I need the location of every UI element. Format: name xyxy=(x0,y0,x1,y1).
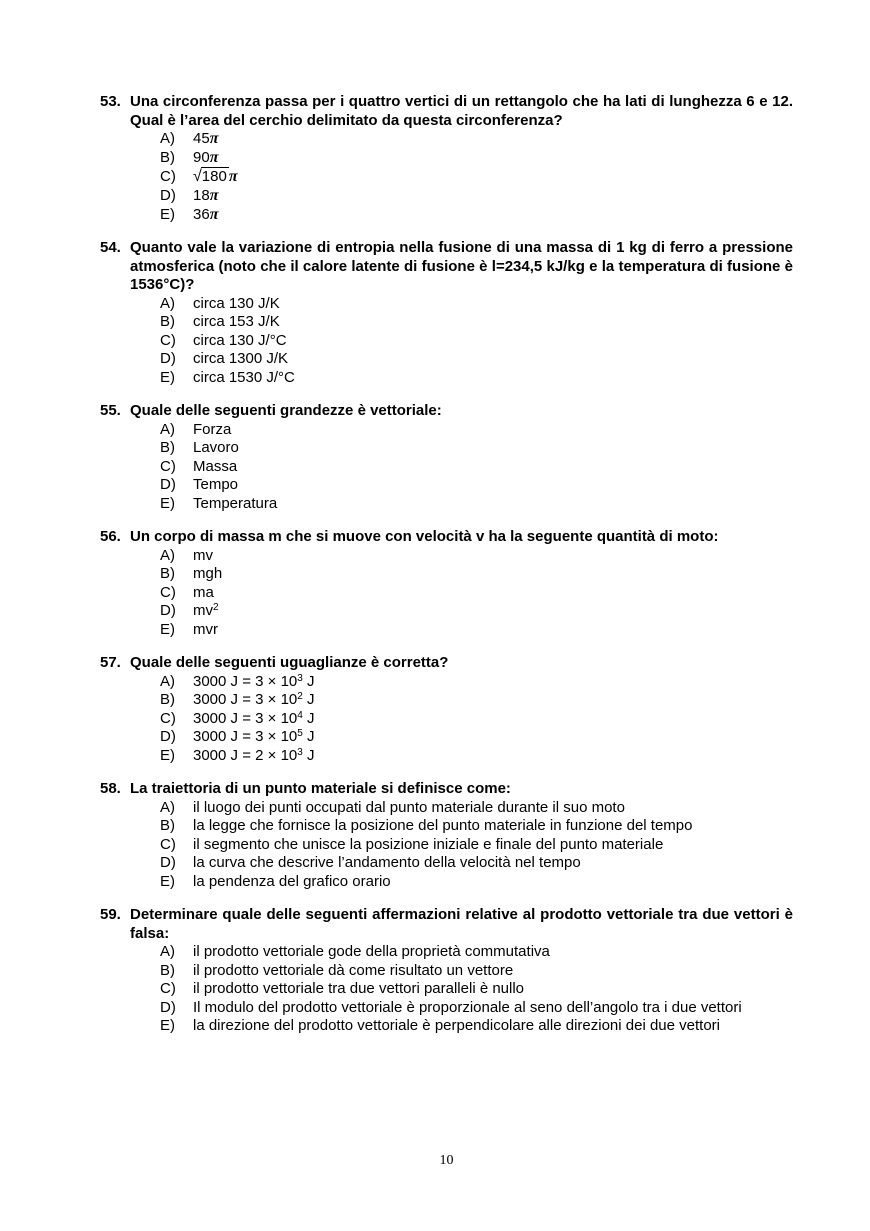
answer-option xyxy=(160,710,793,729)
question-stem: Quale delle seguenti uguaglianze è corretta? xyxy=(130,654,449,671)
answer-option xyxy=(160,747,793,766)
question-body xyxy=(130,239,793,387)
question-body xyxy=(130,93,793,224)
option-letter: C) xyxy=(160,331,176,349)
answer-option xyxy=(160,584,793,603)
answer-option xyxy=(160,817,793,836)
option-text: la legge che fornisce la posizione del punto materiale in funzione del tempo xyxy=(193,817,693,834)
option-text: la pendenza del grafico orario xyxy=(193,872,391,890)
option-text: Temperatura xyxy=(193,494,278,512)
option-text: circa 130 J/K xyxy=(193,294,280,312)
option-text: Tempo xyxy=(193,476,239,493)
answer-option xyxy=(160,421,793,440)
options-list xyxy=(160,799,793,892)
option-letter: A) xyxy=(160,130,175,147)
answer-option xyxy=(160,350,793,369)
pi-symbol: π xyxy=(209,130,219,147)
page-footer xyxy=(100,1152,793,1171)
option-letter: C) xyxy=(160,583,176,601)
answer-option xyxy=(160,565,793,584)
option-text: 90π xyxy=(193,148,219,166)
option-letter: E) xyxy=(160,368,175,386)
superscript-exponent: 4 xyxy=(297,709,303,721)
answer-option xyxy=(160,943,793,962)
option-text: il prodotto vettoriale tra due vettori paralleli è nullo xyxy=(193,980,525,997)
question-53 xyxy=(100,93,870,224)
sqrt-radical xyxy=(193,167,229,187)
option-text: circa 1530 J/°C xyxy=(193,368,295,386)
option-letter: C) xyxy=(160,980,176,997)
option-text: 18π xyxy=(193,187,219,204)
option-text: il segmento che unisce la posizione iniziale e finale del punto materiale xyxy=(193,835,664,853)
answer-option xyxy=(160,836,793,855)
option-text: il prodotto vettoriale gode della proprietà commutativa xyxy=(193,943,550,960)
option-letter: E) xyxy=(160,205,175,223)
question-number: 54. xyxy=(100,239,121,256)
question-number: 58. xyxy=(100,780,121,797)
option-text: Lavoro xyxy=(193,439,239,456)
answer-option xyxy=(160,1017,793,1036)
question-54 xyxy=(100,239,870,387)
question-number: 57. xyxy=(100,654,121,671)
answer-option xyxy=(160,313,793,332)
question-stem: Quale delle seguenti grandezze è vettoriale: xyxy=(130,402,442,419)
option-letter: B) xyxy=(160,439,175,456)
option-letter: D) xyxy=(160,602,176,619)
options-list xyxy=(160,421,793,514)
option-letter: D) xyxy=(160,998,176,1016)
option-text: mv xyxy=(193,546,213,564)
question-59 xyxy=(100,906,870,1036)
options-list xyxy=(160,295,793,388)
question-number: 56. xyxy=(100,528,121,545)
answer-option xyxy=(160,728,793,747)
option-letter: E) xyxy=(160,620,175,638)
answer-option xyxy=(160,439,793,458)
option-text: Il modulo del prodotto vettoriale è proporzionale al seno dell’angolo tra i due vettori xyxy=(193,998,742,1016)
option-letter: E) xyxy=(160,746,175,764)
answer-option xyxy=(160,206,793,225)
option-text: 3000 $J = 3 \times 10^2$ J xyxy=(193,691,315,708)
option-letter: E) xyxy=(160,494,175,512)
pi-symbol: π xyxy=(209,148,219,166)
radicand: 180 xyxy=(201,168,227,185)
option-text: 3000 $J = 3 \times 10^3$ J xyxy=(193,672,315,690)
answer-option xyxy=(160,495,793,514)
option-letter: B) xyxy=(160,817,175,834)
option-letter: D) xyxy=(160,476,176,493)
question-56 xyxy=(100,528,870,639)
answer-option xyxy=(160,854,793,873)
option-letter: E) xyxy=(160,1017,175,1034)
option-text: la curva che descrive l’andamento della velocità nel tempo xyxy=(193,854,581,871)
answer-option xyxy=(160,602,793,621)
option-text: circa 153 J/K xyxy=(193,313,280,330)
question-stem: La traiettoria di un punto materiale si definisce come: xyxy=(130,780,511,797)
pi-symbol: π xyxy=(209,187,219,204)
option-text: Forza xyxy=(193,420,232,438)
pi-symbol: π xyxy=(209,205,219,223)
option-text: il luogo dei punti occupati dal punto materiale durante il suo moto xyxy=(193,798,625,816)
option-text: circa 130 J/°C xyxy=(193,331,287,349)
answer-option xyxy=(160,130,793,149)
question-body xyxy=(130,654,793,765)
option-text: circa 1300 J/K xyxy=(193,350,289,367)
answer-option xyxy=(160,476,793,495)
option-letter: D) xyxy=(160,854,176,871)
option-text: 36π xyxy=(193,205,219,223)
answer-option xyxy=(160,167,793,187)
answer-option xyxy=(160,999,793,1018)
question-body xyxy=(130,402,793,513)
option-text: 3000 $J = 3 \times 10^5$ J xyxy=(193,728,315,745)
option-letter: A) xyxy=(160,294,175,312)
option-letter: B) xyxy=(160,148,175,166)
option-letter: B) xyxy=(160,313,175,330)
option-letter: A) xyxy=(160,420,175,438)
question-number: 55. xyxy=(100,402,121,419)
radical-sign-icon: √ xyxy=(193,168,202,185)
question-stem: Un corpo di massa m che si muove con velocità v ha la seguente quantità di moto: xyxy=(130,528,719,545)
option-text: 45π xyxy=(193,130,219,147)
answer-option xyxy=(160,621,793,640)
option-letter: B) xyxy=(160,565,175,582)
question-stem: Una circonferenza passa per i quattro vertici di un rettangolo che ha lati di lunghezza 6 e 12. Qual è l’area del cerchio delimitato da questa circonferenza? xyxy=(130,93,793,129)
question-body xyxy=(130,906,793,1036)
question-58 xyxy=(100,780,870,891)
superscript-exponent: 3 xyxy=(297,746,303,758)
option-text: mgh xyxy=(193,565,223,582)
option-letter: A) xyxy=(160,546,175,564)
option-text: la direzione del prodotto vettoriale è perpendicolare alle direzioni dei due vettori xyxy=(193,1017,720,1034)
answer-option xyxy=(160,149,793,168)
option-text: 3000 $J = 3 \times 10^4$ J xyxy=(193,709,315,727)
page-number: 10 xyxy=(439,1153,454,1168)
option-text xyxy=(193,167,793,187)
option-text: $mv^2$ xyxy=(193,602,219,619)
answer-option xyxy=(160,547,793,566)
option-letter: B) xyxy=(160,691,175,708)
option-letter: A) xyxy=(160,798,175,816)
option-letter: C) xyxy=(160,835,176,853)
superscript-exponent: 2 xyxy=(297,691,303,702)
answer-option xyxy=(160,673,793,692)
options-list xyxy=(160,673,793,766)
question-57 xyxy=(100,654,870,765)
option-letter: C) xyxy=(160,709,176,727)
answer-option xyxy=(160,458,793,477)
question-stem: Quanto vale la variazione di entropia nella fusione di una massa di 1 kg di ferro a pressione atmosferica (noto che il calore latente di fusione è l=234,5 kJ/kg e la temperatura di fusione è 1536°C)? xyxy=(130,239,793,293)
question-body xyxy=(130,780,793,891)
option-text: mvr xyxy=(193,620,218,638)
superscript-exponent: 2 xyxy=(213,602,219,613)
option-text: ma xyxy=(193,583,214,601)
question-55 xyxy=(100,402,870,513)
options-list xyxy=(160,130,793,224)
option-letter: B) xyxy=(160,961,175,979)
answer-option xyxy=(160,369,793,388)
question-body xyxy=(130,528,793,639)
pi-symbol: π xyxy=(228,168,238,185)
answer-option xyxy=(160,799,793,818)
option-letter: D) xyxy=(160,187,176,204)
answer-option xyxy=(160,187,793,206)
answer-option xyxy=(160,962,793,981)
options-list xyxy=(160,943,793,1036)
options-list xyxy=(160,547,793,640)
answer-option xyxy=(160,295,793,314)
option-letter: C) xyxy=(160,457,176,475)
question-stem: Determinare quale delle seguenti affermazioni relative al prodotto vettoriale tra due vettori è falsa: xyxy=(130,906,793,942)
option-letter: E) xyxy=(160,872,175,890)
option-letter: D) xyxy=(160,350,176,367)
answer-option xyxy=(160,332,793,351)
option-text: Massa xyxy=(193,457,238,475)
option-letter: D) xyxy=(160,728,176,745)
superscript-exponent: 5 xyxy=(297,728,303,739)
answer-option xyxy=(160,873,793,892)
option-text: il prodotto vettoriale dà come risultato un vettore xyxy=(193,961,514,979)
option-letter: A) xyxy=(160,943,175,960)
answer-option xyxy=(160,691,793,710)
answer-option xyxy=(160,980,793,999)
question-number: 53. xyxy=(100,93,121,110)
option-text: 3000 $J = 2 \times 10^3$ J xyxy=(193,746,315,764)
superscript-exponent: 3 xyxy=(297,672,303,684)
question-number: 59. xyxy=(100,906,121,923)
option-letter: C) xyxy=(160,168,176,185)
option-letter: A) xyxy=(160,672,175,690)
